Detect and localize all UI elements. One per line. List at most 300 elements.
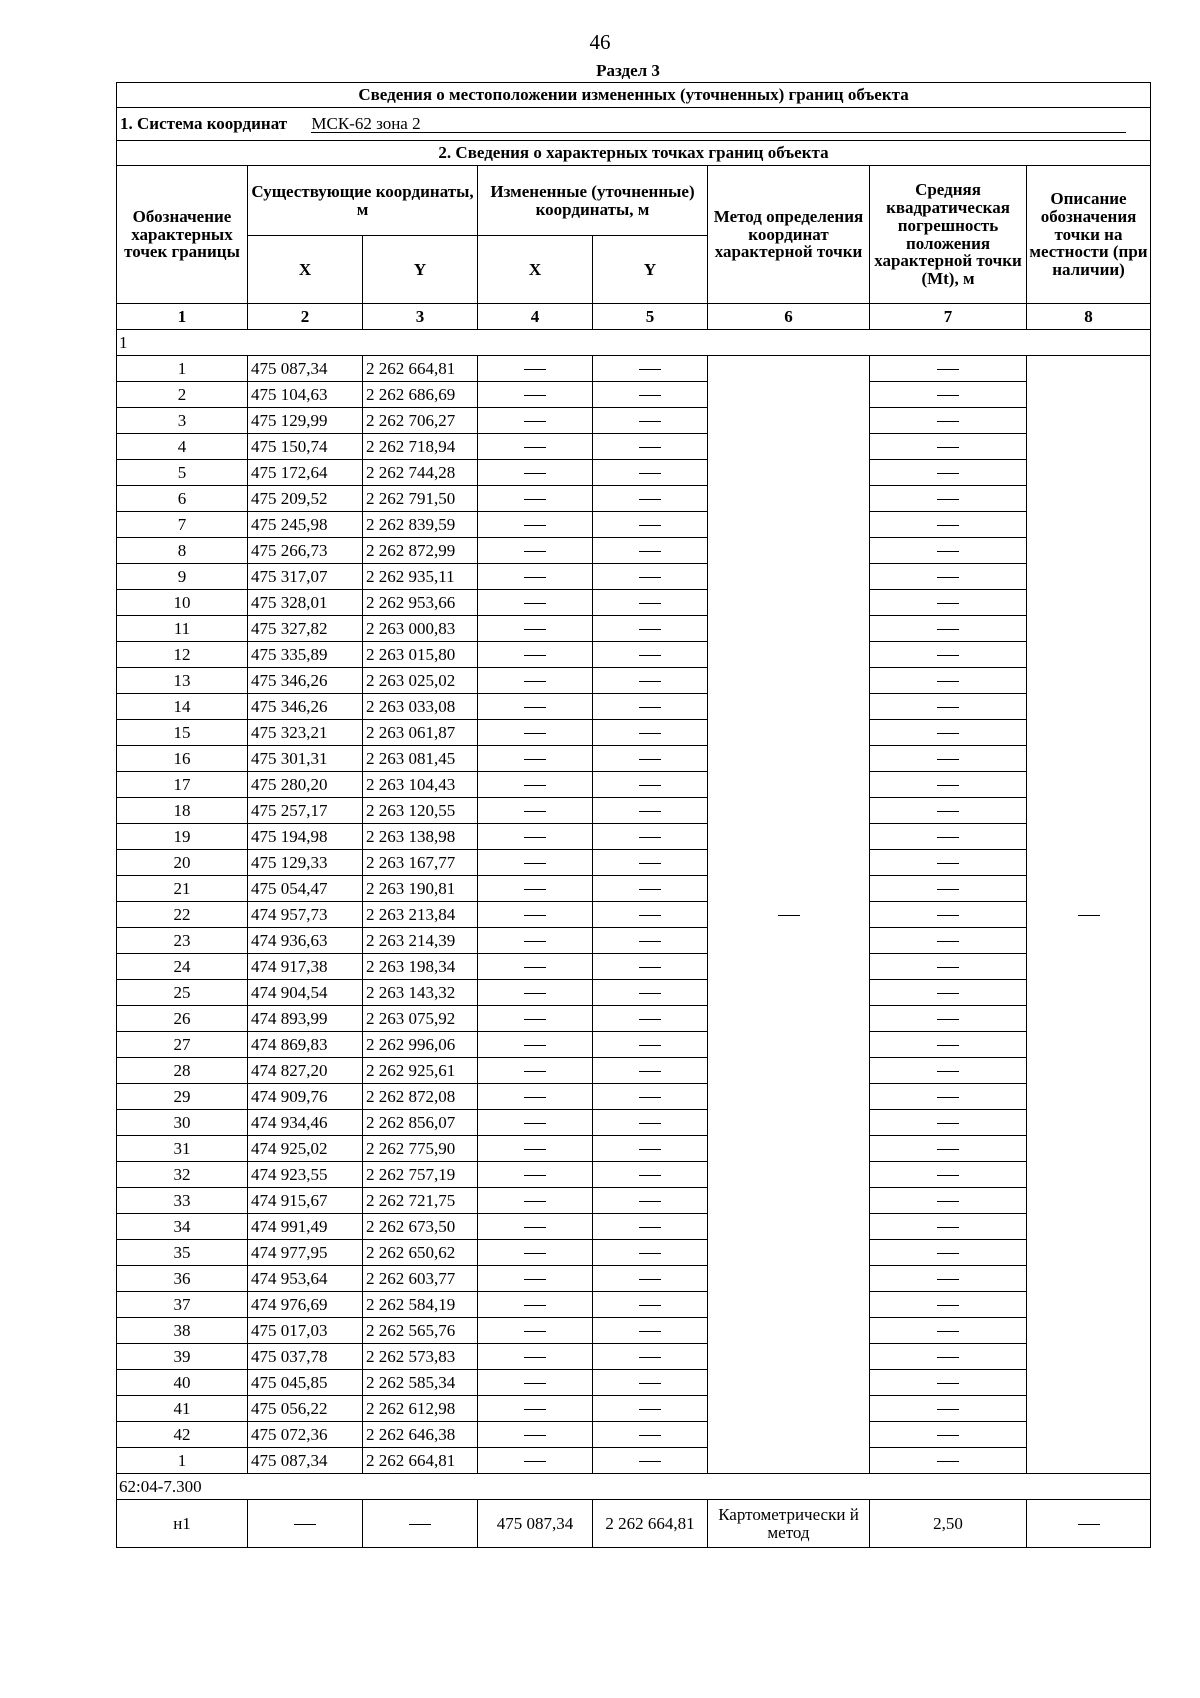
point-number: 32 <box>117 1162 248 1188</box>
mean-error-dash <box>870 824 1027 850</box>
new-x-dash <box>478 928 593 954</box>
dash-mark <box>524 1097 546 1098</box>
existing-x: 474 953,64 <box>248 1266 363 1292</box>
new-x-dash <box>478 1240 593 1266</box>
column-number: 3 <box>363 304 478 330</box>
new-y-dash <box>593 694 708 720</box>
table-row <box>117 746 1151 772</box>
dash-mark <box>937 655 959 656</box>
new-x-dash <box>478 1110 593 1136</box>
mean-error-dash <box>870 928 1027 954</box>
dash-mark <box>639 447 661 448</box>
table-row <box>117 1110 1151 1136</box>
description-dash <box>1027 1500 1151 1548</box>
header-point-designation: Обозначение характерных точек границы <box>117 166 248 304</box>
mean-error-dash <box>870 486 1027 512</box>
existing-y: 2 262 673,50 <box>363 1214 478 1240</box>
new-y: 2 262 664,81 <box>593 1500 708 1548</box>
dash-mark <box>937 577 959 578</box>
point-number: 35 <box>117 1240 248 1266</box>
existing-y: 2 262 686,69 <box>363 382 478 408</box>
point-number: 13 <box>117 668 248 694</box>
table-row <box>117 1318 1151 1344</box>
new-y-dash <box>593 616 708 642</box>
dash-mark <box>639 681 661 682</box>
dash-mark <box>937 1097 959 1098</box>
dash-mark <box>639 369 661 370</box>
description-merged-dash <box>1027 356 1151 1474</box>
point-number: 15 <box>117 720 248 746</box>
coordinate-system-cell <box>117 108 1151 141</box>
new-y-dash <box>593 1422 708 1448</box>
existing-x: 475 129,33 <box>248 850 363 876</box>
mean-error-dash <box>870 434 1027 460</box>
column-number: 6 <box>708 304 870 330</box>
new-x-dash <box>478 408 593 434</box>
dash-mark <box>937 369 959 370</box>
dash-mark <box>639 1383 661 1384</box>
table-row <box>117 1422 1151 1448</box>
existing-y: 2 263 081,45 <box>363 746 478 772</box>
existing-x: 474 977,95 <box>248 1240 363 1266</box>
new-y-dash <box>593 746 708 772</box>
table-row <box>117 980 1151 1006</box>
column-number: 7 <box>870 304 1027 330</box>
mean-error-value: 2,50 <box>870 1500 1027 1548</box>
table-row <box>117 434 1151 460</box>
existing-y: 2 262 935,11 <box>363 564 478 590</box>
point-number: 38 <box>117 1318 248 1344</box>
mean-error-dash <box>870 1422 1027 1448</box>
existing-x-dash <box>248 1500 363 1548</box>
new-y-dash <box>593 382 708 408</box>
existing-y: 2 263 167,77 <box>363 850 478 876</box>
dash-mark <box>524 785 546 786</box>
new-y-dash <box>593 356 708 382</box>
dash-mark <box>524 863 546 864</box>
dash-mark <box>639 1201 661 1202</box>
existing-x: 475 301,31 <box>248 746 363 772</box>
coordinate-system-label: 1. Система координат <box>120 113 288 133</box>
existing-y: 2 263 138,98 <box>363 824 478 850</box>
table-row <box>117 1214 1151 1240</box>
table-row <box>117 590 1151 616</box>
mean-error-dash <box>870 616 1027 642</box>
dash-mark <box>937 421 959 422</box>
dash-mark <box>524 915 546 916</box>
new-y-dash <box>593 1136 708 1162</box>
dash-mark <box>409 1524 431 1525</box>
table-row <box>117 1370 1151 1396</box>
table-row <box>117 1448 1151 1474</box>
dash-mark <box>524 759 546 760</box>
dash-mark <box>524 1253 546 1254</box>
table-row <box>117 1084 1151 1110</box>
existing-y: 2 262 584,19 <box>363 1292 478 1318</box>
new-y-dash <box>593 1448 708 1474</box>
existing-x: 474 936,63 <box>248 928 363 954</box>
new-y-dash <box>593 1292 708 1318</box>
table-row <box>117 876 1151 902</box>
column-number: 5 <box>593 304 708 330</box>
point-number: 16 <box>117 746 248 772</box>
point-number: 37 <box>117 1292 248 1318</box>
new-y-dash <box>593 1162 708 1188</box>
existing-y: 2 262 775,90 <box>363 1136 478 1162</box>
dash-mark <box>524 1461 546 1462</box>
point-number: 14 <box>117 694 248 720</box>
new-x-dash <box>478 876 593 902</box>
dash-mark <box>937 759 959 760</box>
dash-mark <box>639 525 661 526</box>
dash-mark <box>639 1253 661 1254</box>
dash-mark <box>524 1019 546 1020</box>
existing-y: 2 263 198,34 <box>363 954 478 980</box>
mean-error-dash <box>870 460 1027 486</box>
dash-mark <box>524 1409 546 1410</box>
dash-mark <box>524 499 546 500</box>
new-y-dash <box>593 902 708 928</box>
mean-error-dash <box>870 512 1027 538</box>
existing-y: 2 262 953,66 <box>363 590 478 616</box>
existing-x: 475 172,64 <box>248 460 363 486</box>
dash-mark <box>639 499 661 500</box>
mean-error-dash <box>870 798 1027 824</box>
existing-y: 2 263 213,84 <box>363 902 478 928</box>
new-x-dash <box>478 1006 593 1032</box>
existing-y: 2 263 015,80 <box>363 642 478 668</box>
new-y-dash <box>593 564 708 590</box>
new-x-dash <box>478 486 593 512</box>
new-x-dash <box>478 824 593 850</box>
existing-x: 475 327,82 <box>248 616 363 642</box>
existing-y: 2 262 839,59 <box>363 512 478 538</box>
point-number: 34 <box>117 1214 248 1240</box>
new-x-dash <box>478 772 593 798</box>
point-number: 5 <box>117 460 248 486</box>
existing-y: 2 263 214,39 <box>363 928 478 954</box>
mean-error-dash <box>870 590 1027 616</box>
column-number: 2 <box>248 304 363 330</box>
existing-x: 475 328,01 <box>248 590 363 616</box>
dash-mark <box>524 967 546 968</box>
dash-mark <box>524 941 546 942</box>
table-row <box>117 902 1151 928</box>
dash-mark <box>639 941 661 942</box>
dash-mark <box>1078 1524 1100 1525</box>
point-number: 25 <box>117 980 248 1006</box>
table-row <box>117 382 1151 408</box>
new-y-dash <box>593 434 708 460</box>
column-number: 4 <box>478 304 593 330</box>
new-x-dash <box>478 460 593 486</box>
existing-y: 2 263 104,43 <box>363 772 478 798</box>
new-y-dash <box>593 980 708 1006</box>
dash-mark <box>937 1383 959 1384</box>
new-y-dash <box>593 1344 708 1370</box>
new-y-dash <box>593 538 708 564</box>
point-number: 26 <box>117 1006 248 1032</box>
dash-mark <box>937 967 959 968</box>
table-row <box>117 460 1151 486</box>
subsection-title: 2. Сведения о характерных точках границ объекта <box>117 141 1151 166</box>
existing-x: 475 087,34 <box>248 1448 363 1474</box>
new-y-dash <box>593 1006 708 1032</box>
dash-mark <box>639 1097 661 1098</box>
existing-y: 2 263 143,32 <box>363 980 478 1006</box>
mean-error-dash <box>870 1344 1027 1370</box>
table-row <box>117 1136 1151 1162</box>
dash-mark <box>639 1331 661 1332</box>
existing-x: 475 335,89 <box>248 642 363 668</box>
new-y-dash <box>593 876 708 902</box>
point-label: н1 <box>117 1500 248 1548</box>
mean-error-dash <box>870 1370 1027 1396</box>
mean-error-dash <box>870 902 1027 928</box>
dash-mark <box>524 577 546 578</box>
dash-mark <box>937 1045 959 1046</box>
table-row <box>117 1058 1151 1084</box>
dash-mark <box>639 655 661 656</box>
mean-error-dash <box>870 1448 1027 1474</box>
dash-mark <box>524 889 546 890</box>
dash-mark <box>524 1305 546 1306</box>
existing-y: 2 263 000,83 <box>363 616 478 642</box>
header-existing-coords: Существующие координаты, м <box>248 166 478 236</box>
existing-x: 475 056,22 <box>248 1396 363 1422</box>
mean-error-dash <box>870 1188 1027 1214</box>
header-changed-y: Y <box>593 236 708 304</box>
new-x-dash <box>478 798 593 824</box>
point-number: 20 <box>117 850 248 876</box>
dash-mark <box>937 603 959 604</box>
dash-mark <box>524 681 546 682</box>
point-number: 4 <box>117 434 248 460</box>
dash-mark <box>639 837 661 838</box>
method-value: Картометрически й метод <box>708 1500 870 1548</box>
new-x-dash <box>478 590 593 616</box>
new-y-dash <box>593 1058 708 1084</box>
existing-y: 2 262 856,07 <box>363 1110 478 1136</box>
dash-mark <box>639 759 661 760</box>
dash-mark <box>639 707 661 708</box>
new-y-dash <box>593 642 708 668</box>
header-existing-y: Y <box>363 236 478 304</box>
point-number: 12 <box>117 642 248 668</box>
point-number: 3 <box>117 408 248 434</box>
dash-mark <box>524 421 546 422</box>
point-number: 29 <box>117 1084 248 1110</box>
dash-mark <box>937 1357 959 1358</box>
table-row <box>117 668 1151 694</box>
mean-error-dash <box>870 1240 1027 1266</box>
existing-x: 475 317,07 <box>248 564 363 590</box>
dash-mark <box>937 889 959 890</box>
table-row <box>117 1188 1151 1214</box>
dash-mark <box>294 1524 316 1525</box>
new-y-dash <box>593 720 708 746</box>
point-number: 1 <box>117 356 248 382</box>
mean-error-dash <box>870 564 1027 590</box>
existing-y: 2 262 664,81 <box>363 1448 478 1474</box>
dash-mark <box>937 1175 959 1176</box>
dash-mark <box>937 1409 959 1410</box>
existing-x: 474 869,83 <box>248 1032 363 1058</box>
dash-mark <box>524 655 546 656</box>
dash-mark <box>524 811 546 812</box>
dash-mark <box>778 915 800 916</box>
existing-x: 474 827,20 <box>248 1058 363 1084</box>
new-x: 475 087,34 <box>478 1500 593 1548</box>
dash-mark <box>937 1305 959 1306</box>
existing-y: 2 262 573,83 <box>363 1344 478 1370</box>
new-y-dash <box>593 1110 708 1136</box>
mean-error-dash <box>870 980 1027 1006</box>
point-number: 8 <box>117 538 248 564</box>
new-x-dash <box>478 564 593 590</box>
dash-mark <box>639 395 661 396</box>
dash-mark <box>937 863 959 864</box>
mean-error-dash <box>870 720 1027 746</box>
existing-x: 475 054,47 <box>248 876 363 902</box>
point-number: 2 <box>117 382 248 408</box>
point-number: 18 <box>117 798 248 824</box>
dash-mark <box>937 785 959 786</box>
existing-x: 475 129,99 <box>248 408 363 434</box>
mean-error-dash <box>870 876 1027 902</box>
existing-y: 2 262 718,94 <box>363 434 478 460</box>
new-y-dash <box>593 1214 708 1240</box>
dash-mark <box>524 1227 546 1228</box>
table-row <box>117 928 1151 954</box>
group-label: 1 <box>117 330 1151 356</box>
point-number: 27 <box>117 1032 248 1058</box>
existing-x: 475 104,63 <box>248 382 363 408</box>
dash-mark <box>937 1461 959 1462</box>
existing-x: 475 266,73 <box>248 538 363 564</box>
new-y-dash <box>593 1240 708 1266</box>
dash-mark <box>1078 915 1100 916</box>
dash-mark <box>937 811 959 812</box>
dash-mark <box>639 915 661 916</box>
point-number: 36 <box>117 1266 248 1292</box>
table-row <box>117 772 1151 798</box>
new-x-dash <box>478 434 593 460</box>
existing-y: 2 262 744,28 <box>363 460 478 486</box>
existing-y: 2 262 565,76 <box>363 1318 478 1344</box>
mean-error-dash <box>870 1006 1027 1032</box>
new-y-dash <box>593 1370 708 1396</box>
dash-mark <box>937 941 959 942</box>
mean-error-dash <box>870 668 1027 694</box>
dash-mark <box>937 733 959 734</box>
point-number: 1 <box>117 1448 248 1474</box>
table-row <box>117 1240 1151 1266</box>
coordinate-system-value: МСК-62 зона 2 <box>311 115 1126 134</box>
table-row <box>117 954 1151 980</box>
mean-error-dash <box>870 382 1027 408</box>
dash-mark <box>524 551 546 552</box>
dash-mark <box>639 1435 661 1436</box>
existing-y: 2 263 075,92 <box>363 1006 478 1032</box>
dash-mark <box>639 421 661 422</box>
new-x-dash <box>478 1084 593 1110</box>
existing-x: 475 037,78 <box>248 1344 363 1370</box>
table-title: Сведения о местоположении измененных (уточненных) границ объекта <box>117 83 1151 108</box>
new-x-dash <box>478 668 593 694</box>
existing-y: 2 262 791,50 <box>363 486 478 512</box>
mean-error-dash <box>870 772 1027 798</box>
dash-mark <box>937 551 959 552</box>
mean-error-dash <box>870 642 1027 668</box>
dash-mark <box>639 1019 661 1020</box>
new-y-dash <box>593 1318 708 1344</box>
point-number: 31 <box>117 1136 248 1162</box>
existing-x: 474 934,46 <box>248 1110 363 1136</box>
existing-x: 475 194,98 <box>248 824 363 850</box>
header-existing-x: X <box>248 236 363 304</box>
new-y-dash <box>593 850 708 876</box>
mean-error-dash <box>870 356 1027 382</box>
new-x-dash <box>478 1162 593 1188</box>
method-merged-dash <box>708 356 870 1474</box>
mean-error-dash <box>870 1214 1027 1240</box>
boundary-points-table <box>116 82 1151 1548</box>
dash-mark <box>524 447 546 448</box>
point-number: 17 <box>117 772 248 798</box>
new-x-dash <box>478 902 593 928</box>
new-x-dash <box>478 512 593 538</box>
point-number: 42 <box>117 1422 248 1448</box>
point-number: 19 <box>117 824 248 850</box>
dash-mark <box>639 1045 661 1046</box>
point-number: 40 <box>117 1370 248 1396</box>
dash-mark <box>639 1149 661 1150</box>
existing-x: 475 245,98 <box>248 512 363 538</box>
table-row <box>117 1292 1151 1318</box>
new-x-dash <box>478 1448 593 1474</box>
new-x-dash <box>478 1032 593 1058</box>
table-row <box>117 720 1151 746</box>
new-y-dash <box>593 954 708 980</box>
dash-mark <box>937 525 959 526</box>
mean-error-dash <box>870 538 1027 564</box>
dash-mark <box>639 733 661 734</box>
existing-x: 475 323,21 <box>248 720 363 746</box>
existing-x: 475 209,52 <box>248 486 363 512</box>
dash-mark <box>937 1253 959 1254</box>
table-row <box>117 1344 1151 1370</box>
dash-mark <box>937 1123 959 1124</box>
existing-y: 2 262 612,98 <box>363 1396 478 1422</box>
dash-mark <box>524 1201 546 1202</box>
existing-x: 475 257,17 <box>248 798 363 824</box>
existing-y: 2 262 721,75 <box>363 1188 478 1214</box>
new-x-dash <box>478 1396 593 1422</box>
existing-y: 2 262 585,34 <box>363 1370 478 1396</box>
table-row <box>117 356 1151 382</box>
new-y-dash <box>593 928 708 954</box>
dash-mark <box>524 1279 546 1280</box>
new-y-dash <box>593 772 708 798</box>
group-label: 62:04-7.300 <box>117 1474 1151 1500</box>
existing-y: 2 262 872,99 <box>363 538 478 564</box>
existing-x: 475 087,34 <box>248 356 363 382</box>
new-y-dash <box>593 486 708 512</box>
mean-error-dash <box>870 850 1027 876</box>
new-x-dash <box>478 1136 593 1162</box>
new-y-dash <box>593 1266 708 1292</box>
